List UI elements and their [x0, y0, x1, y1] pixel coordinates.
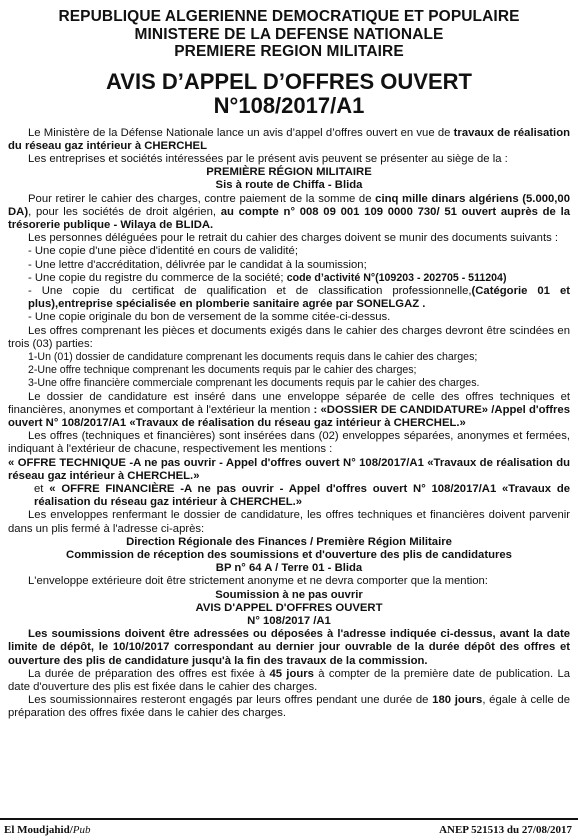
- presentation-org: PREMIÈRE RÉGION MILITAIRE: [206, 166, 372, 179]
- candidature-paragraph: [8, 391, 570, 431]
- footer-publication: [4, 824, 91, 837]
- intro-bold: travaux de réalisation du réseau gaz intérieur à CHERCHEL: [8, 126, 570, 152]
- offers-paragraph: Les offres comprenant les pièces et documents exigés dans le cahier des charges devront être scindées en trois (03) parties:: [8, 324, 570, 350]
- notice-title-number: N°108/2017/A1: [213, 92, 365, 118]
- presentation-paragraph: Les entreprises et sociétés intéressées par le présent avis peuvent se présenter au siège de la :: [28, 152, 508, 165]
- delivery-address-3: BP n° 64 A / Terre 01 - Blida: [215, 562, 363, 575]
- duration-days: 45 jours: [269, 667, 314, 680]
- envelopes-paragraph: Les offres (techniques et financières) sont insérées dans (02) enveloppes séparées, anonymes et fermées, indiquant à l'extérieur de chacune, respectivement les mentions :: [8, 430, 570, 456]
- delegates-paragraph: Les personnes déléguées pour le retrait du cahier des charges doivent se munir des documents suivants :: [28, 232, 559, 245]
- payment-amount: cinq mille dinars algériens (5.000,00 DA): [8, 192, 571, 218]
- outer-mention-1: Soumission à ne pas ouvrir: [215, 588, 363, 601]
- presentation-address: Sis à route de Chiffa - Blida: [215, 179, 363, 192]
- offers-item-3: 3-Une offre financière commerciale comprenant les documents requis par le cahier des charges.: [28, 377, 480, 390]
- financial-offer-and: et: [34, 482, 50, 495]
- validity-text-2: , égale à celle de préparation des offres fixée dans le cahier des charges.: [8, 694, 570, 720]
- delivery-address-1: Direction Régionale des Finances / Première Région Militaire: [126, 535, 452, 548]
- intro-text: Le Ministère de la Défense Nationale lance un avis d’appel d’offres ouvert en vue de: [28, 126, 454, 139]
- notice-title: [8, 70, 570, 118]
- footer-newspaper: El Moudjahid/: [4, 824, 73, 836]
- delegates-item-5: - Une copie originale du bon de versement de la somme citée-ci-dessus.: [28, 311, 391, 324]
- delegates-item-4-text: - Une copie du certificat de qualification et de classification professionnelle,: [28, 284, 472, 297]
- duration-paragraph: [8, 668, 570, 694]
- payment-text-2: , pour les sociétés de droit algérien,: [28, 205, 221, 218]
- intro-paragraph: [8, 127, 570, 153]
- delegates-item-4: [8, 285, 570, 311]
- delegates-item-4-bold: (Catégorie 01 et plus),entreprise spécialisée en plomberie sanitaire agrée par SONELGAZ .: [28, 284, 570, 311]
- duration-text-2: à compter de la première date de publication. La date d'ouverture des plis est fixée dans le cahier des charges.: [8, 667, 571, 694]
- header-ministry: MINISTERE DE LA DEFENSE NATIONALE: [134, 25, 444, 43]
- delivery-paragraph: Les enveloppes renfermant le dossier de candidature, les offres techniques et financières doivent parvenir dans un plis fermé à l'adresse ci-après:: [8, 509, 570, 535]
- outer-mention-2: AVIS D'APPEL D'OFFRES OUVERT: [195, 601, 383, 614]
- duration-text-1: La durée de préparation des offres est fixée à: [28, 667, 270, 680]
- candidature-mention: : «DOSSIER DE CANDIDATURE» /Appel d'offres ouvert N° 108/2017/A1 «Travaux de réalisation du réseau gaz intérieur à CHERCHEL.»: [8, 403, 570, 429]
- delegates-item-2: - Une lettre d'accréditation, délivrée par le candidat à la soumission;: [28, 258, 367, 271]
- footer-pub: Pub: [72, 824, 91, 836]
- delivery-address-2: Commission de réception des soumissions et d'ouverture des plis de candidatures: [66, 549, 512, 561]
- header-region: PREMIERE REGION MILITAIRE: [174, 43, 404, 60]
- payment-paragraph: [8, 193, 570, 233]
- technical-offer-mention: « OFFRE TECHNIQUE -A ne pas ouvrir - Appel d'offres ouvert N° 108/2017/A1 «Travaux de réalisation du réseau gaz intérieur à CHERCHEL.»: [8, 456, 570, 482]
- delegates-item-3-text: - Une copie du registre du commerce de la société;: [28, 271, 287, 284]
- header: [8, 8, 570, 61]
- footer: [0, 818, 578, 840]
- delegates-item-3: [8, 272, 570, 285]
- outer-mention-3: N° 108/2017 /A1: [247, 615, 331, 628]
- offers-item-2: 2-Une offre technique comprenant les documents requis par le cahier des charges;: [28, 364, 417, 377]
- offers-item-1: 1-Un (01) dossier de candidature comprenant les documents requis dans le cahier des charges;: [28, 350, 478, 363]
- notice-title-line1: AVIS D’APPEL D’OFFRES OUVERT: [106, 68, 472, 94]
- footer-anep-reference: ANEP 521513 du 27/08/2017: [439, 824, 572, 836]
- header-republic: REPUBLIQUE ALGERIENNE DEMOCRATIQUE ET POPULAIRE: [58, 8, 520, 25]
- validity-paragraph: [8, 694, 570, 720]
- activity-code: code d’activité N°(109203 - 202705 - 511204): [286, 271, 507, 284]
- deadline-paragraph: Les soumissions doivent être adressées ou déposées à l'adresse indiquée ci-dessus, avant la date limite de dépôt, le 10/10/2017 correspondant au dernier jour ouvrable de la durée dépôt des offres et ouverture des plis de candidature jusqu'à la fin des travaux de la commission.: [8, 628, 570, 667]
- delegates-item-1: - Une copie d'une pièce d'identité en cours de validité;: [28, 245, 298, 258]
- outer-envelope-paragraph: L'enveloppe extérieure doit être strictement anonyme et ne devra comporter que la mention:: [28, 575, 488, 588]
- validity-text-1: Les soumissionnaires resteront engagés par leurs offres pendant une durée de: [28, 694, 433, 707]
- payment-account: au compte n° 008 09 001 109 0000 730/ 51 ouvert auprès de la trésorerie publique - Wilaya de BLIDA.: [8, 205, 570, 231]
- financial-offer-line: [8, 483, 570, 509]
- financial-offer-mention: « OFFRE FINANCIÈRE -A ne pas ouvrir - Appel d'offres ouvert N° 108/2017/A1 «Travaux de réalisation du réseau gaz intérieur à CHERCHEL.»: [34, 482, 571, 509]
- validity-days: 180 jours: [432, 694, 483, 707]
- payment-text-1: Pour retirer le cahier des charges, contre paiement de la somme de: [28, 192, 376, 205]
- candidature-text: Le dossier de candidature est inséré dans une enveloppe séparée de celle des offres techniques et financières, anonymes et comportant à l'extérieur la mention: [8, 390, 570, 416]
